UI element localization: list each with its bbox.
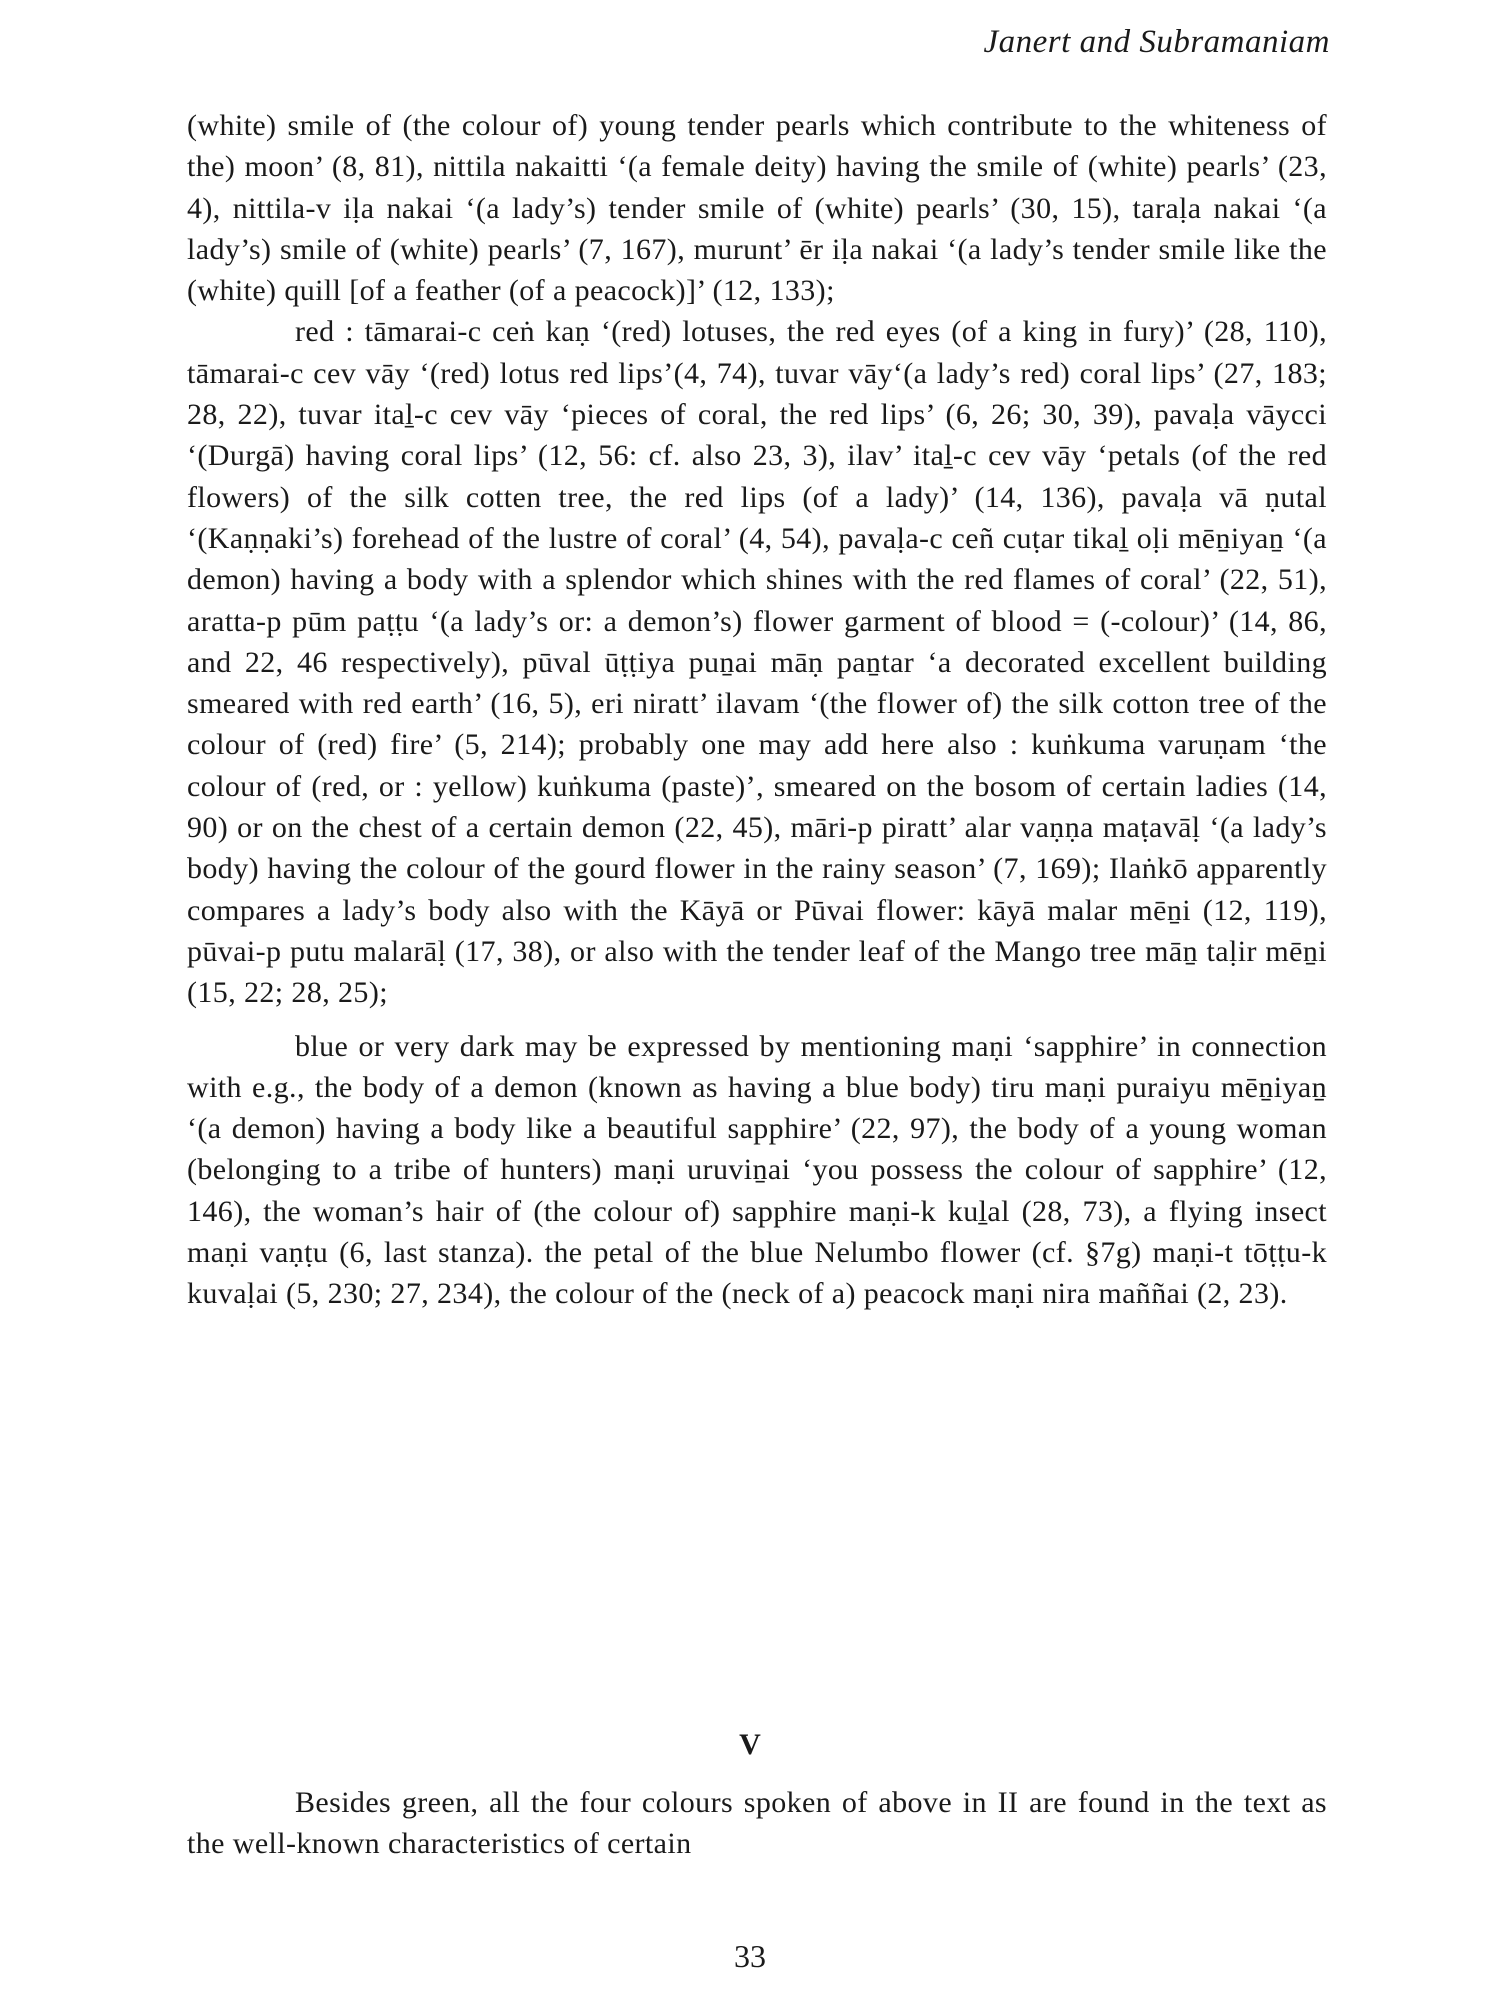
running-title: Janert and Subramaniam <box>983 24 1330 60</box>
paragraph-besides-green: Besides green, all the four colours spoken of above in II are found in the text as the well-known characteristics of certain <box>187 1786 1327 1861</box>
page-number: 33 <box>734 1938 766 1974</box>
section-heading: V <box>739 1728 761 1761</box>
paragraph-white: (white) smile of (the colour of) young tender pearls which contribute to the whiteness of the) moon’ (8, 81), nittila nakaitti ‘(a female deity) having the smile of (white) pearls’ (23, 4), nittila-v iḷa nakai ‘(a lady’s) tender smile of (white) pearls’ (30, 15), taraḷa nakai ‘(a lady’s) smile of (white) pearls’ (7, 167), murunt’ ēr iḷa nakai ‘(a lady’s tender smile like the (white) quill [of a feather (of a peacock)]’ (12, 133); <box>187 109 1327 308</box>
closing-text <box>187 1782 1327 1865</box>
paragraph-blue: blue or very dark may be expressed by mentioning maṇi ‘sapphire’ in connection with e.g., the body of a demon (known as having a blue body) tiru maṇi puraiyu mēṉiyaṉ ‘(a demon) having a body like a beautiful sapphire’ (22, 97), the body of a young woman (belonging to a tribe of hunters) maṇi uruviṉai ‘you possess the colour of sapphire’ (12, 146), the woman’s hair of (the colour of) sapphire maṇi-k kuḻal (28, 73), a flying insect maṇi vaṇṭu (6, last stanza). the petal of the blue Nelumbo flower (cf. §7g) maṇi-t tōṭṭu-k kuvaḷai (5, 230; 27, 234), the colour of the (neck of a) peacock maṇi nira maññai (2, 23). <box>187 1029 1327 1311</box>
paragraph-red: red : tāmarai-c ceṅ kaṇ ‘(red) lotuses, the red eyes (of a king in fury)’ (28, 110), tāmarai-c cev vāy ‘(red) lotus red lips’(4, 74), tuvar vāy‘(a lady’s red) coral lips’ (27, 183; 28, 22), tuvar itaḻ-c cev vāy ‘pieces of coral, the red lips’ (6, 26; 30, 39), pavaḷa vāycci ‘(Durgā) having coral lips’ (12, 56: cf. also 23, 3), ilav’ itaḻ-c cev vāy ‘petals (of the red flowers) of the silk cotten tree, the red lips (of a lady)’ (14, 136), pavaḷa vā ṇutal ‘(Kaṇṇaki’s) forehead of the lustre of coral’ (4, 54), pavaḷa-c ceñ cuṭar tikaḻ oḷi mēṉiyaṉ ‘(a demon) having a body with a splendor which shines with the red flames of coral’ (22, 51), aratta-p pūm paṭṭu ‘(a lady’s or: a demon’s) flower garment of blood = (-colour)’ (14, 86, and 22, 46 respectively), pūval ūṭṭiya puṉai māṇ paṉtar ‘a decorated excellent building smeared with red earth’ (16, 5), eri niratt’ ilavam ‘(the flower of) the silk cotton tree of the colour of (red) fire’ (5, 214); probably one may add here also : kuṅkuma varuṇam ‘the colour of (red, or : yellow) kuṅkuma (paste)’, smeared on the bosom of certain ladies (14, 90) or on the chest of a certain demon (22, 45), māri-p piratt’ alar vaṇṇa maṭavāḷ ‘(a lady’s body) having the colour of the gourd flower in the rainy season’ (7, 169); Ilaṅkō apparently compares a lady’s body also with the Kāyā or Pūvai flower: kāyā malar mēṉi (12, 119), pūvai-p putu malarāḷ (17, 38), or also with the tender leaf of the Mango tree māṉ taḷir mēṉi (15, 22; 28, 25); <box>187 315 1327 1010</box>
body-text <box>187 105 1327 1315</box>
